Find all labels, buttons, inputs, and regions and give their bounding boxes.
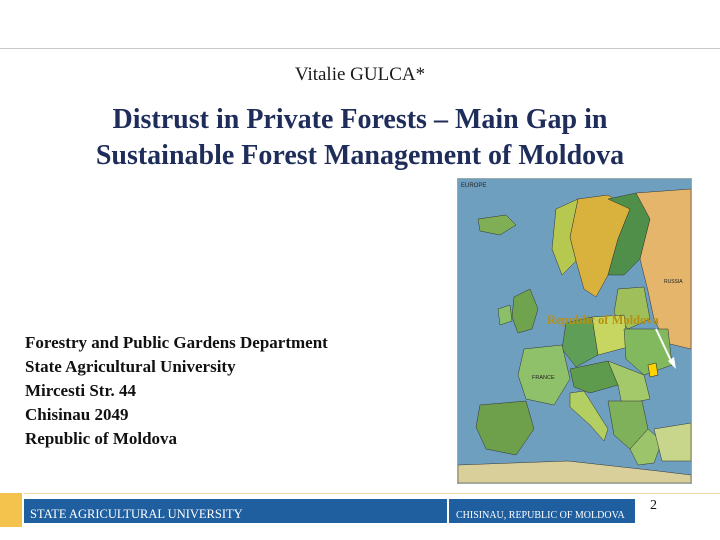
europe-map-graphic xyxy=(458,179,691,483)
moldova-callout-label: Republic of Moldova xyxy=(547,313,659,327)
affiliation-line-department: Forestry and Public Gardens Department xyxy=(25,333,328,352)
footer-location-text: CHISINAU, REPUBLIC OF MOLDOVA xyxy=(456,510,625,521)
map-russia-label: RUSSIA xyxy=(664,279,683,285)
europe-map xyxy=(457,178,692,484)
map-france-label: FRANCE xyxy=(532,375,555,381)
title-line-2: Sustainable Forest Management of Moldova xyxy=(95,140,625,171)
affiliation-line-city: Chisinau 2049 xyxy=(25,405,129,424)
slide-title xyxy=(20,102,700,174)
footer-accent-block xyxy=(0,493,22,527)
map-header-label: EUROPE xyxy=(461,183,487,189)
top-divider xyxy=(0,48,720,49)
author-name: Vitalie GULCA* xyxy=(294,64,426,85)
page-number: 2 xyxy=(650,498,657,513)
affiliation-line-street: Mircesti Str. 44 xyxy=(25,381,136,400)
footer-university-text: STATE AGRICULTURAL UNIVERSITY xyxy=(30,507,243,521)
affiliation-line-country: Republic of Moldova xyxy=(25,429,178,448)
affiliation-block xyxy=(25,331,328,451)
affiliation-line-university: State Agricultural University xyxy=(25,357,236,376)
title-line-1: Distrust in Private Forests – Main Gap in xyxy=(112,104,608,135)
footer-divider xyxy=(24,493,720,494)
